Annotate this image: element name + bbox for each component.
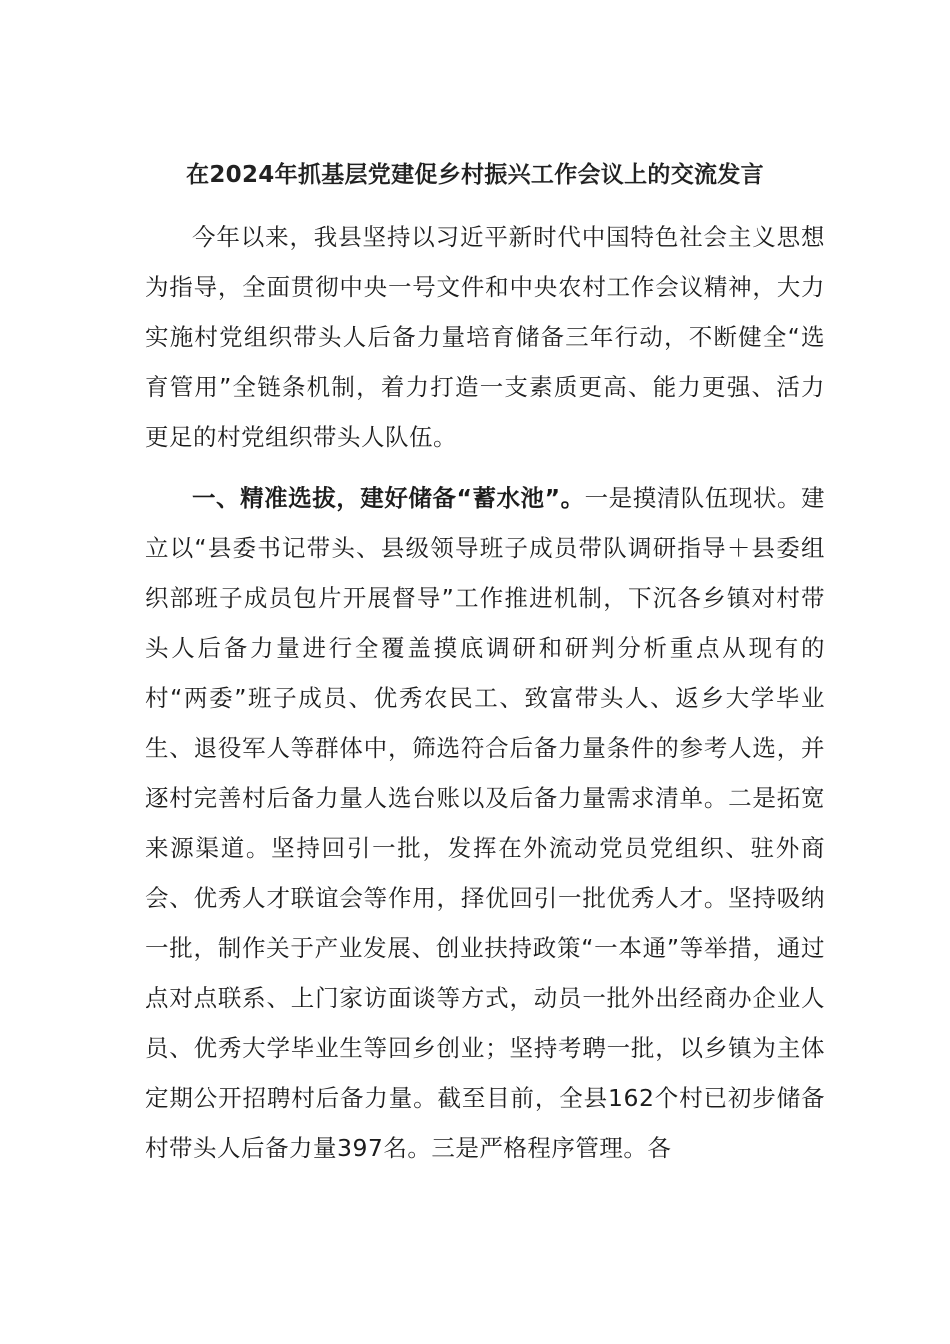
section1-body: 一是摸清队伍现状。建立以“县委书记带头、县级领导班子成员带队调研指导＋县委组织部班子成员包片开展督导”工作推进机制，下沉各乡镇对村带头人后备力量进行全覆盖摸底调研和研判分析重点从现有的村“两委”班子成员、优秀农民工、致富带头人、返乡大学毕业生、退役军人等群体中，筛选符合后备力量条件的参考人选，并逐村完善村后备力量人选台账以及后备力量需求清单。二是拓宽来源渠道。坚持回引一批，发挥在外流动党员党组织、驻外商会、优秀人才联谊会等作用，择优回引一批优秀人才。坚持吸纳一批，制作关于产业发展、创业扶持政策“一本通”等举措，通过点对点联系、上门家访面谈等方式，动员一批外出经商办企业人员、优秀大学毕业生等回乡创业；坚持考聘一批，以乡镇为主体定期公开招聘村后备力量。截至目前，全县162个村已初步储备村带头人后备力量397名。三是严格程序管理。各: [145, 484, 826, 1162]
document-title: 在2024年抓基层党建促乡村振兴工作会议上的交流发言: [186, 162, 764, 188]
intro-paragraph-text: 今年以来，我县坚持以习近平新时代中国特色社会主义思想为指导，全面贯彻中央一号文件和中央农村工作会议精神，大力实施村党组织带头人后备力量培育储备三年行动，不断健全“选育管用”全链条机制，着力打造一支素质更高、能力更强、活力更足的村党组织带头人队伍。: [145, 223, 825, 451]
section1-paragraph: [145, 473, 825, 1173]
intro-paragraph: [145, 212, 825, 462]
section1-heading: 一、精准选拔，建好储备“蓄水池”。: [192, 484, 585, 512]
